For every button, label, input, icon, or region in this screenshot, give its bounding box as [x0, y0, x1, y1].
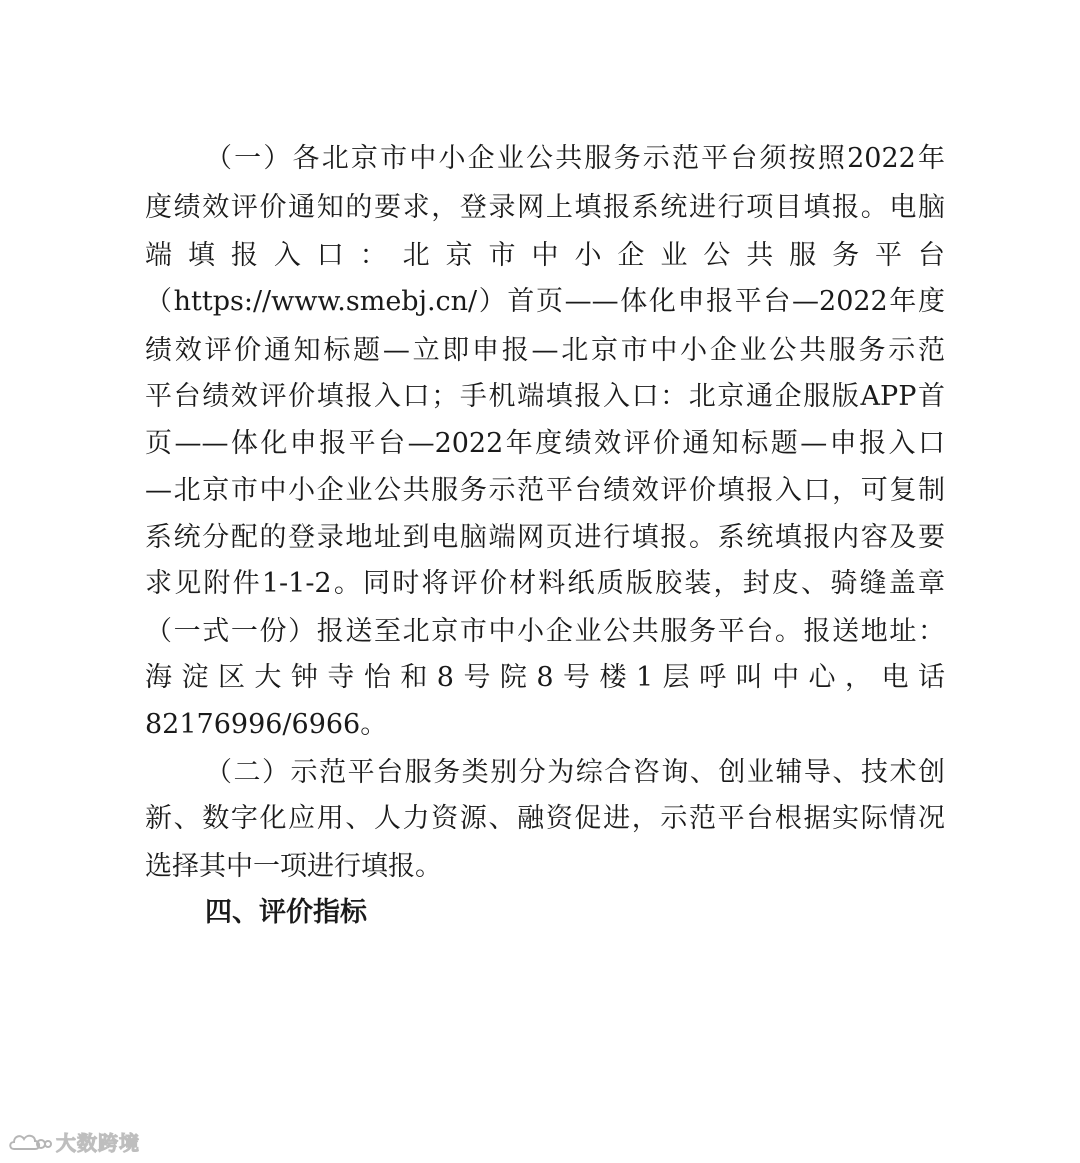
- paragraph-2-line-3: 选择其中一项进行填报。: [145, 851, 442, 882]
- paragraph-1-line-3: 端填报入口：北京市中小企业公共服务平台: [145, 240, 945, 271]
- paragraph-1-line-1: （一）各北京市中小企业公共服务示范平台须按照2022年: [205, 143, 945, 174]
- section-heading: 四、评价指标: [205, 897, 367, 928]
- paragraph-2-line-2: 新、数字化应用、人力资源、融资促进，示范平台根据实际情况: [145, 803, 945, 834]
- paragraph-1-line-9: 系统分配的登录地址到电脑端网页进行填报。系统填报内容及要: [145, 522, 945, 553]
- paragraph-1-line-5: 绩效评价通知标题—立即申报—北京市中小企业公共服务示范: [145, 335, 945, 366]
- paragraph-1-line-13: 82176996/6966。: [145, 709, 388, 740]
- paragraph-1-line-11: （一式一份）报送至北京市中小企业公共服务平台。报送地址：: [145, 616, 945, 647]
- paragraph-1-line-2: 度绩效评价通知的要求，登录网上填报系统进行项目填报。电脑: [145, 192, 945, 223]
- paragraph-2-line-1: （二）示范平台服务类别分为综合咨询、创业辅导、技术创: [205, 757, 945, 788]
- watermark-text: 大数跨境: [56, 1131, 140, 1155]
- watermark: [8, 1128, 140, 1158]
- paragraph-1-line-6: 平台绩效评价填报入口；手机端填报入口：北京通企服版APP首: [145, 381, 945, 412]
- paragraph-1-line-7: 页——体化申报平台—2022年度绩效评价通知标题—申报入口: [145, 428, 945, 459]
- paragraph-1-line-4: （https://www.smebj.cn/）首页——体化申报平台—2022年度: [145, 286, 945, 317]
- paragraph-1-line-8: —北京市中小企业公共服务示范平台绩效评价填报入口，可复制: [145, 475, 945, 506]
- cloud-logo-icon: [8, 1130, 52, 1156]
- paragraph-1-line-10: 求见附件1-1-2。同时将评价材料纸质版胶装，封皮、骑缝盖章: [145, 568, 945, 599]
- paragraph-1-line-12: 海淀区大钟寺怡和8号院8号楼1层呼叫中心，电话: [145, 662, 945, 693]
